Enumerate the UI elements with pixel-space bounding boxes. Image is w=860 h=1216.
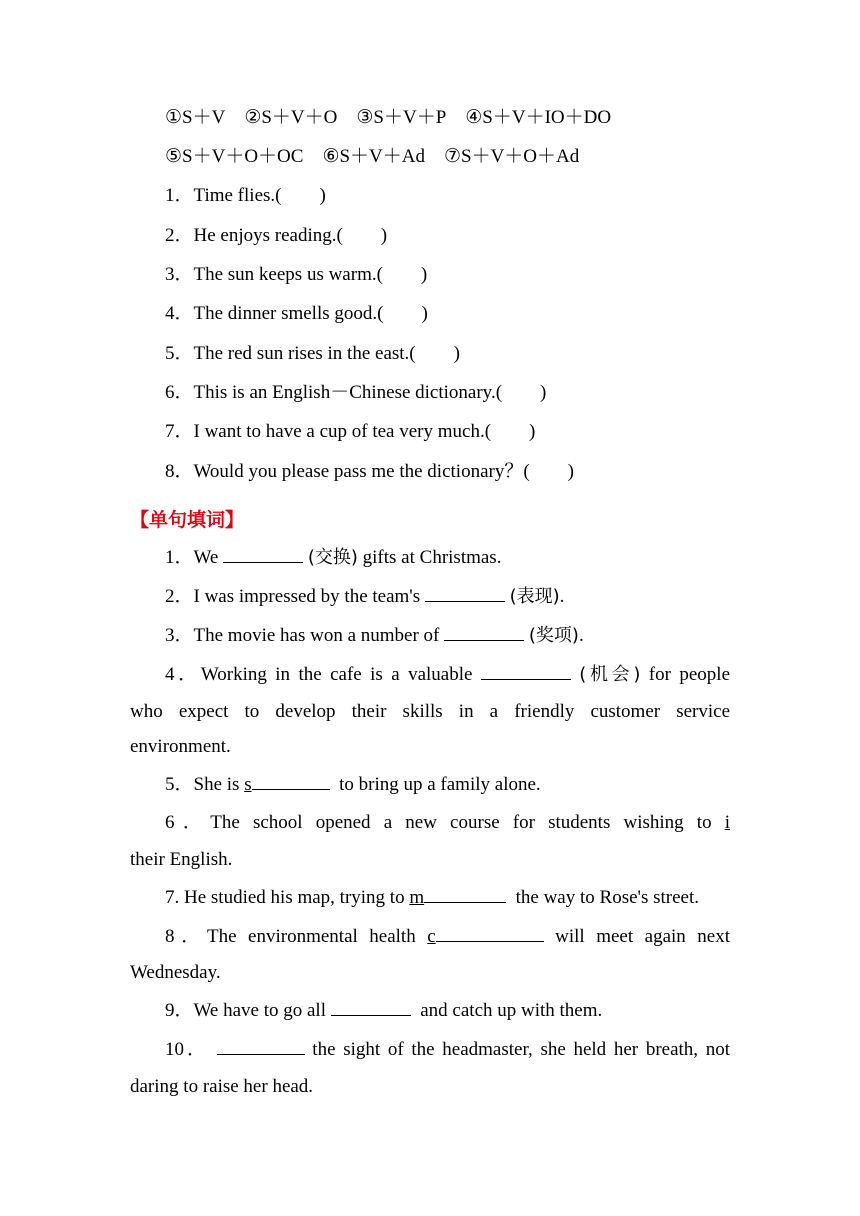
pattern-options-row-2 <box>165 145 579 169</box>
fill-question-6-line-2: their English. <box>130 849 233 870</box>
pattern-question: 7．I want to have a cup of tea very much.( ) <box>165 421 536 442</box>
answer-blank <box>424 885 506 903</box>
pattern-option: ⑤S＋V＋O＋OC <box>165 146 304 167</box>
pattern-option: ③S＋V＋P <box>356 107 447 128</box>
answer-blank <box>444 623 524 641</box>
pattern-question: 3．The sun keeps us warm.( ) <box>165 264 428 285</box>
pattern-option: ②S＋V＋O <box>244 107 338 128</box>
answer-blank <box>425 584 505 602</box>
pattern-question: 2．He enjoys reading.( ) <box>165 225 388 246</box>
pattern-question: 6．This is an English－Chinese dictionary.( ) <box>165 382 547 403</box>
fill-question-1: 1．We (交换) gifts at Christmas. <box>165 547 502 568</box>
answer-blank <box>331 998 411 1016</box>
fill-question-3: 3．The movie has won a number of (奖项). <box>165 625 584 646</box>
fill-question-5: 5．She is s to bring up a family alone. <box>165 774 541 795</box>
pattern-option: ⑦S＋V＋O＋Ad <box>443 146 580 167</box>
fill-question-2: 2．I was impressed by the team's (表现). <box>165 586 565 607</box>
pattern-question: 5．The red sun rises in the east.( ) <box>165 343 460 364</box>
fill-question-7: 7. He studied his map, trying to m the way to Rose's street. <box>165 887 699 908</box>
pattern-option: ⑥S＋V＋Ad <box>322 146 425 167</box>
fill-question-4-line-2: who expect to develop their skills in a friendly customer service <box>130 701 730 722</box>
answer-blank <box>217 1037 305 1055</box>
fill-question-10-line-1: 10． the sight of the headmaster, she held her breath, not <box>165 1039 731 1060</box>
fill-question-4-line-1: 4．Working in the cafe is a valuable (机会) for people <box>165 664 730 685</box>
answer-blank <box>252 772 330 790</box>
answer-blank <box>436 924 544 942</box>
pattern-options-row-1 <box>165 106 611 130</box>
pattern-question: 4．The dinner smells good.( ) <box>165 303 428 324</box>
pattern-question: 8．Would you please pass me the dictionary？( ) <box>165 461 574 482</box>
section-heading: 【单句填词】 <box>130 509 245 531</box>
pattern-option: ①S＋V <box>165 107 226 128</box>
fill-question-6-line-1: 6．The school opened a new course for students wishing to i <box>165 812 730 833</box>
fill-question-9: 9．We have to go all and catch up with them. <box>165 1000 603 1021</box>
answer-blank <box>223 545 303 563</box>
fill-question-10-line-2: daring to raise her head. <box>130 1076 314 1097</box>
fill-question-4-line-3: environment. <box>130 736 231 757</box>
pattern-option: ④S＋V＋IO＋DO <box>465 107 612 128</box>
answer-blank <box>481 662 571 680</box>
pattern-question: 1．Time flies.( ) <box>165 185 326 206</box>
fill-question-8-line-1: 8．The environmental health c will meet again next <box>165 926 730 947</box>
fill-question-8-line-2: Wednesday. <box>130 962 221 983</box>
